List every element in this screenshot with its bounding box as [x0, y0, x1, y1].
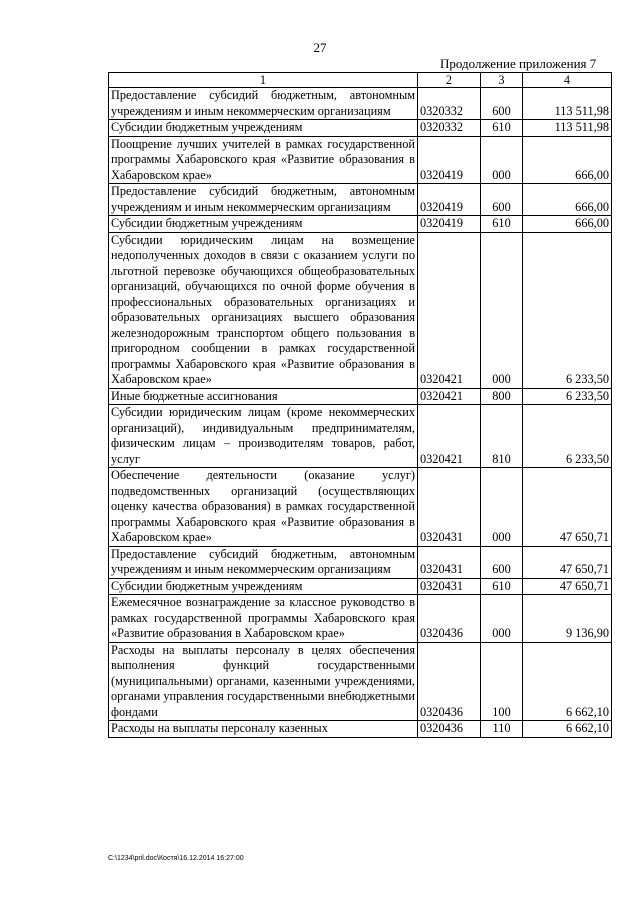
row-expense-type: 000 — [481, 595, 523, 643]
column-header-1: 1 — [109, 73, 418, 88]
row-name: Субсидии бюджетным учреждениям — [109, 120, 418, 137]
row-code: 0320421 — [418, 388, 481, 405]
table-row — [109, 388, 612, 405]
row-name: Расходы на выплаты персоналу в целях обеспечения выполнения функций государственными (муниципальными) органами, казенными учреждениями, органами управления государственными внебюджетными фондами — [109, 642, 418, 721]
row-name: Предоставление субсидий бюджетным, автономным учреждениям и иным некоммерческим организациям — [109, 88, 418, 120]
row-name: Субсидии юридическим лицам на возмещение недополученных доходов в связи с оказанием услуги по льготной перевозке обучающихся общеобразовательных организаций, обучающихся по очной форме обучения в профессиональных образовательных организациях и образовательных организациях высшего образования железнодорожным транспортом общего пользования в пригородном сообщении в рамках государственной программы Хабаровского края «Развитие образования в Хабаровском крае» — [109, 232, 418, 388]
row-code: 0320421 — [418, 232, 481, 388]
column-header-4: 4 — [523, 73, 612, 88]
row-code: 0320431 — [418, 468, 481, 547]
row-code: 0320431 — [418, 546, 481, 578]
row-expense-type: 110 — [481, 721, 523, 738]
row-name: Обеспечение деятельности (оказание услуг) подведомственных организаций (осуществляющих оценку качества образования) в рамках государственной программы Хабаровского края «Развитие образования в Хабаровском крае» — [109, 468, 418, 547]
column-header-3: 3 — [481, 73, 523, 88]
row-expense-type: 000 — [481, 468, 523, 547]
page-number: 27 — [313, 40, 327, 55]
table-row — [109, 578, 612, 595]
row-expense-type: 610 — [481, 216, 523, 233]
row-amount: 6 233,50 — [523, 388, 612, 405]
row-code: 0320431 — [418, 578, 481, 595]
row-expense-type: 000 — [481, 136, 523, 184]
table-row — [109, 405, 612, 468]
row-name: Ежемесячное вознаграждение за классное руководство в рамках государственной программы Хабаровского края «Развитие образования в Хабаровском крае» — [109, 595, 418, 643]
budget-table — [108, 72, 612, 738]
header-row — [109, 73, 612, 88]
row-expense-type: 610 — [481, 120, 523, 137]
row-code: 0320419 — [418, 136, 481, 184]
row-expense-type: 800 — [481, 388, 523, 405]
row-expense-type: 810 — [481, 405, 523, 468]
row-code: 0320436 — [418, 595, 481, 643]
row-expense-type: 600 — [481, 546, 523, 578]
column-header-2: 2 — [418, 73, 481, 88]
row-name: Расходы на выплаты персоналу казенных — [109, 721, 418, 738]
table-row — [109, 136, 612, 184]
table-row — [109, 232, 612, 388]
row-amount: 47 650,71 — [523, 468, 612, 547]
row-name: Субсидии бюджетным учреждениям — [109, 578, 418, 595]
row-amount: 47 650,71 — [523, 546, 612, 578]
row-amount: 666,00 — [523, 184, 612, 216]
row-expense-type: 600 — [481, 88, 523, 120]
row-expense-type: 100 — [481, 642, 523, 721]
continuation-heading: Продолжение приложения 7 — [440, 56, 597, 71]
row-amount: 6 233,50 — [523, 232, 612, 388]
row-name: Иные бюджетные ассигнования — [109, 388, 418, 405]
table-row — [109, 88, 612, 120]
file-path-footer: C:\1234\pril.doc\Костя\16.12.2014 16:27:00 — [108, 855, 244, 862]
row-code: 0320419 — [418, 216, 481, 233]
table-row — [109, 721, 612, 738]
row-amount: 47 650,71 — [523, 578, 612, 595]
row-name: Предоставление субсидий бюджетным, автономным учреждениям и иным некоммерческим организациям — [109, 546, 418, 578]
table-row — [109, 468, 612, 547]
row-code: 0320332 — [418, 88, 481, 120]
row-name: Субсидии юридическим лицам (кроме некоммерческих организаций), индивидуальным предпринимателям, физическим лицам – производителям товаров, работ, услуг — [109, 405, 418, 468]
row-code: 0320436 — [418, 642, 481, 721]
row-code: 0320421 — [418, 405, 481, 468]
row-amount: 9 136,90 — [523, 595, 612, 643]
row-name: Предоставление субсидий бюджетным, автономным учреждениям и иным некоммерческим организациям — [109, 184, 418, 216]
row-code: 0320436 — [418, 721, 481, 738]
row-amount: 6 662,10 — [523, 642, 612, 721]
table-row — [109, 642, 612, 721]
table-row — [109, 595, 612, 643]
row-code: 0320332 — [418, 120, 481, 137]
row-code: 0320419 — [418, 184, 481, 216]
row-name: Субсидии бюджетным учреждениям — [109, 216, 418, 233]
row-expense-type: 000 — [481, 232, 523, 388]
table-row — [109, 546, 612, 578]
table-row — [109, 216, 612, 233]
row-amount: 666,00 — [523, 136, 612, 184]
table-row — [109, 184, 612, 216]
row-name: Поощрение лучших учителей в рамках государственной программы Хабаровского края «Развитие образования в Хабаровском крае» — [109, 136, 418, 184]
row-expense-type: 610 — [481, 578, 523, 595]
table-row — [109, 120, 612, 137]
row-amount: 6 662,10 — [523, 721, 612, 738]
row-amount: 6 233,50 — [523, 405, 612, 468]
row-amount: 113 511,98 — [523, 120, 612, 137]
row-expense-type: 600 — [481, 184, 523, 216]
row-amount: 666,00 — [523, 216, 612, 233]
row-amount: 113 511,98 — [523, 88, 612, 120]
